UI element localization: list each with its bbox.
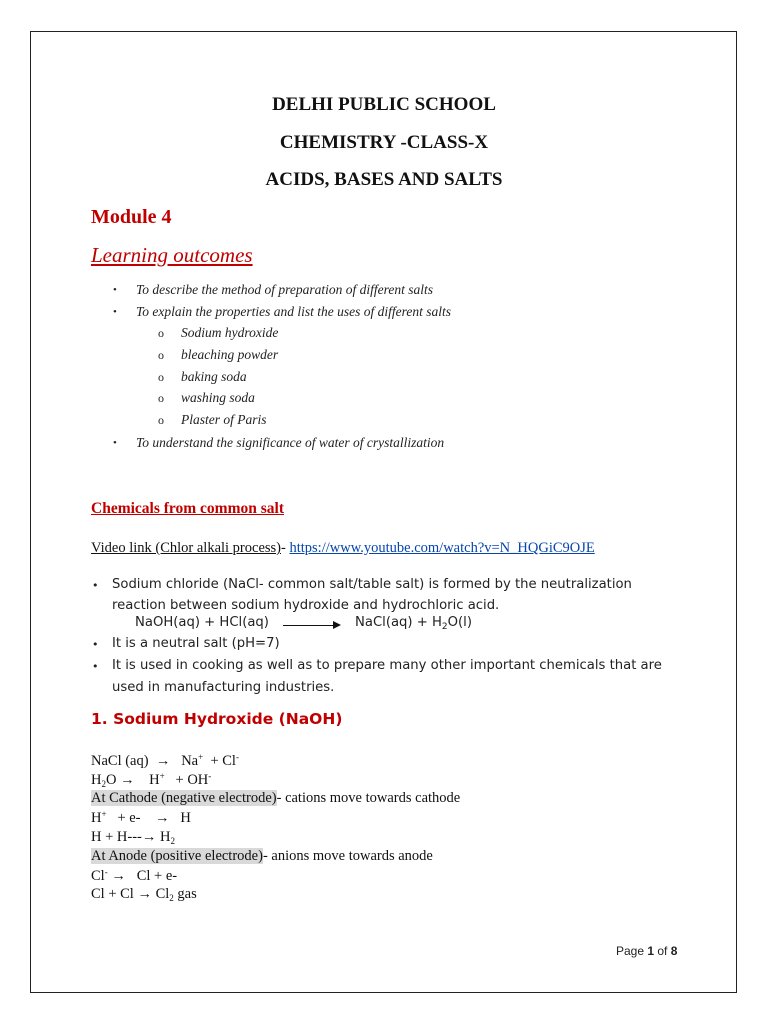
sub-bullet-icon: o [158, 370, 164, 384]
list-item: It is a neutral salt (pH=7) [112, 636, 280, 651]
topic-title: ACIDS, BASES AND SALTS [265, 169, 503, 190]
list-item: To understand the significance of water of crystallization [136, 435, 445, 450]
anode-label: At Anode (positive electrode) [91, 848, 263, 864]
reaction-arrowhead-icon [333, 621, 341, 629]
equation-line-1: NaCl (aq) → Na+ + Cl- [91, 752, 239, 769]
page-number: Page 1 of 8 [616, 944, 678, 958]
sub-list-item: Sodium hydroxide [181, 325, 279, 340]
equation-line-4: $H + H---\to H_2$ [91, 829, 175, 846]
arrow-icon: → [141, 829, 157, 845]
arrow-icon: → [155, 753, 171, 769]
equation-line-5: Cl- → Cl + e- [91, 867, 178, 884]
video-link-label: Video link (Chlor alkali process) [91, 540, 282, 556]
arrow-icon: → [111, 868, 126, 884]
subject-title: CHEMISTRY -CLASS-X [279, 132, 489, 153]
sub-list-item: washing soda [181, 390, 255, 405]
list-item: It is used in cooking as well as to prepare many other important chemicals that are [112, 658, 662, 673]
bullet-icon: • [113, 437, 117, 449]
reaction-products: NaCl(aq) + $H_2O(l)$ [355, 615, 472, 632]
cathode-label: At Cathode (negative electrode) [91, 790, 277, 806]
list-item-continuation: reaction between sodium hydroxide and hydrochloric acid. [112, 598, 500, 613]
bullet-icon: • [92, 579, 99, 592]
equation-line-2: $H_2O$ → H+ + OH- [91, 771, 212, 789]
arrow-icon: → [120, 772, 135, 788]
video-link-line [91, 540, 595, 557]
video-link[interactable]: https://www.youtube.com/watch?v=N_HQGiC9OJE [289, 540, 595, 556]
reaction-reactants: NaOH(aq) + HCl(aq) [135, 615, 269, 630]
list-item: To explain the properties and list the uses of different salts [136, 304, 451, 319]
sub-bullet-icon: o [158, 413, 164, 427]
naoh-heading: 1. Sodium Hydroxide (NaOH) [91, 710, 343, 728]
section-heading: Chemicals from common salt [91, 500, 285, 517]
school-title: DELHI PUBLIC SCHOOL [272, 94, 496, 115]
sub-list-item: bleaching powder [181, 347, 279, 362]
cathode-line: At Cathode (negative electrode)- cations move towards cathode [91, 790, 461, 806]
module-heading: Module 4 [91, 206, 172, 228]
list-item: Sodium chloride (NaCl- common salt/table salt) is formed by the neutralization [112, 577, 632, 592]
bullet-icon: • [92, 638, 99, 651]
video-link-separator: - [281, 540, 290, 556]
bullet-icon: • [113, 284, 117, 296]
list-item: To describe the method of preparation of different salts [136, 282, 433, 297]
sub-bullet-icon: o [158, 348, 164, 362]
arrow-icon: → [155, 810, 170, 826]
bullet-icon: • [92, 660, 99, 673]
reaction-arrow-icon [283, 625, 335, 626]
sub-bullet-icon: o [158, 326, 164, 340]
bullet-icon: • [113, 306, 117, 318]
arrow-icon: → [137, 886, 152, 902]
list-item-continuation: used in manufacturing industries. [112, 680, 335, 695]
learning-outcomes-heading: Learning outcomes [91, 243, 253, 267]
equation-line-6: $Cl + Cl \to Cl_2$ gas [91, 886, 197, 903]
sub-list-item: Plaster of Paris [181, 412, 267, 427]
sub-list-item: baking soda [181, 369, 247, 384]
equation-line-3: H+ + e- → H [91, 809, 191, 826]
sub-bullet-icon: o [158, 391, 164, 405]
anode-line: At Anode (positive electrode)- anions move towards anode [91, 848, 433, 864]
